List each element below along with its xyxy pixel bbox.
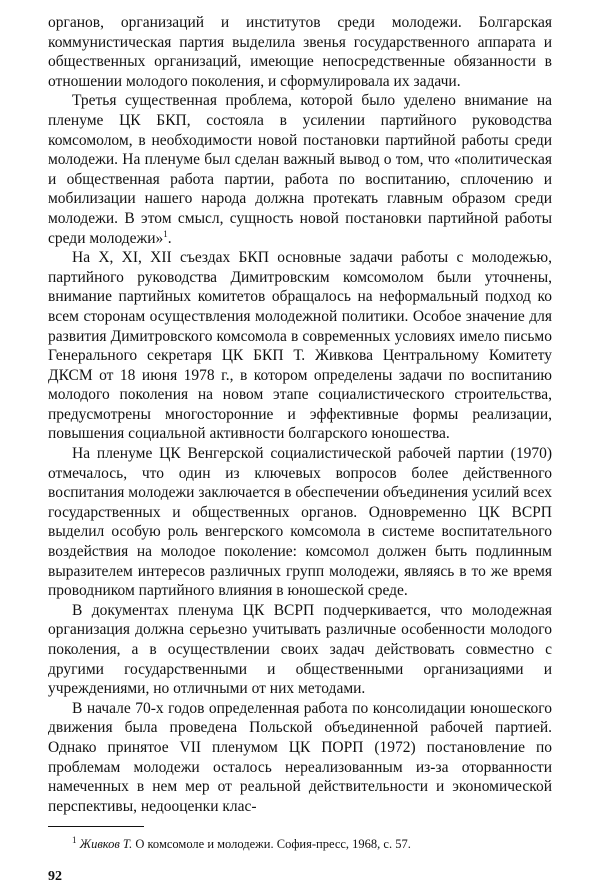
footnote-marker: 1 (72, 835, 77, 846)
paragraph-plenum-problem: Третья существенная проблема, которой было уделено внимание на пленуме ЦК БКП, состояла в усилении партийного руководства комсомолом, в необходимости новой постановки партийной работы среди молодежи. На пленуме был сделан важный вывод о том, что «политическая и общественная работа партии, работа по воспитанию, сплочению и мобилизации нашего народа должна протекать главным образом среди молодежи. В этом смысл, сущность новой постановки партийной работы среди молодежи»$^1$. (48, 92, 552, 247)
paragraph-text: Третья существенная проблема, которой было уделено внимание на пленуме ЦК БКП, состояла в усилении партийного руководства комсомолом, в необходимости новой постановки партийной работы среди молодежи. На пленуме был сделан важный вывод о том, что «политическая и общественная работа партии, работа по воспитанию, сплочению и мобилизации нашего народа должна протекать главным образом среди молодежи. В этом смысл, сущность новой постановки партийной работы среди молодежи» (48, 92, 552, 247)
footnote-author: Живков Т. (79, 837, 133, 852)
footnote (48, 836, 552, 852)
page-number: 92 (48, 869, 62, 885)
footnote-text: О комсомоле и молодежи. София-пресс, 1968, с. 57. (135, 837, 411, 852)
paragraph-hungarian-plenum: На пленуме ЦК Венгерской социалистической рабочей партии (1970) отмечалось, что один из ключевых вопросов более действенного воспитания молодежи заключается в обеспечении объединения усилий всех государственных и общественных органов. Одновременно ЦК ВСРП выделил особую роль венгерского комсомола в системе воспитательного воздействия на молодое поколение: комсомол должен быть подлинным выразителем интересов различных групп молодежи, являясь в то же время проводником партийного влияния в юношеской среде. (48, 445, 552, 600)
book-page (48, 13, 552, 886)
footnote-reference: 1 (163, 228, 168, 239)
footnote-divider (48, 826, 144, 827)
paragraph-congresses: На X, XI, XII съездах БКП основные задачи работы с молодежью, партийного руководства Димитровским комсомолом были уточнены, внимание партийных комитетов обращалось на неформальный подход ко всем сторонам осуществления молодежной политики. Особое значение для развития Димитровского комсомола в современных условиях имело письмо Генерального секретаря ЦК БКП Т. Живкова Центральному Комитету ДКСМ от 18 июня 1978 г., в котором определены задачи по воспитанию молодого поколения на новом этапе социалистического строительства, предусмотрены многосторонние и эффективные формы реализации, повышения социальной активности болгарского юношества. (48, 249, 552, 443)
paragraph-polish-party: В начале 70-х годов определенная работа по консолидации юношеского движения была проведена Польской объединенной рабочей партией. Однако принятое VII пленумом ЦК ПОРП (1972) постановление по проблемам молодежи осталось нереализованным из-за оторванности намеченных в нем мер от реальной действительности и экономической перспективы, недооценки клас- (48, 699, 552, 815)
paragraph-continuation: органов, организаций и институтов среди молодежи. Болгарская коммунистическая партия выделила звенья государственного аппарата и общественных организаций, имеющие непосредственные обязанности в отношении молодого поколения, и сформулировала их задачи. (48, 14, 552, 90)
paragraph-hswp-documents: В документах пленума ЦК ВСРП подчеркивается, что молодежная организация должна серьезно учитывать различные особенности молодого поколения, а в осуществлении своих задач действовать совместно с другими государственными и общественными организациями и учреждениями, но отличными от них методами. (48, 601, 552, 698)
